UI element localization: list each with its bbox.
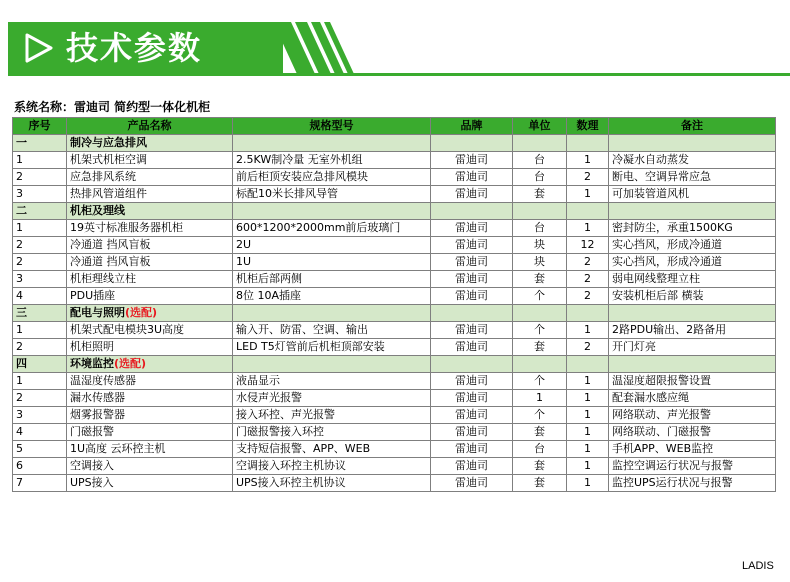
cell-spec: 支持短信报警、APP、WEB: [233, 441, 431, 458]
cell-product: 应急排风系统: [67, 169, 233, 186]
cell-qty: 1: [567, 424, 609, 441]
cell-brand: 雷迪司: [431, 475, 513, 492]
table-row: [13, 322, 776, 339]
section-number: 三: [13, 305, 67, 322]
cell-unit: 套: [513, 475, 567, 492]
cell-spec: 输入开、防雷、空调、输出: [233, 322, 431, 339]
cell-spec: 1U: [233, 254, 431, 271]
section-empty-cell: [513, 356, 567, 373]
col-header-note: 备注: [609, 118, 776, 135]
cell-product: 19英寸标准服务器机柜: [67, 220, 233, 237]
section-title: 机柜及理线: [70, 204, 125, 217]
cell-seq: 3: [13, 186, 67, 203]
header-underline: [8, 73, 790, 76]
cell-unit: 套: [513, 271, 567, 288]
col-header-product: 产品名称: [67, 118, 233, 135]
cell-brand: 雷迪司: [431, 254, 513, 271]
cell-product: 机架式配电模块3U高度: [67, 322, 233, 339]
header-stripes-decoration: [273, 22, 363, 74]
section-empty-cell: [609, 356, 776, 373]
cell-unit: 台: [513, 441, 567, 458]
section-row: [13, 135, 776, 152]
col-header-qty: 数理: [567, 118, 609, 135]
cell-note: 开门灯亮: [609, 339, 776, 356]
cell-brand: 雷迪司: [431, 458, 513, 475]
cell-brand: 雷迪司: [431, 373, 513, 390]
table-row: [13, 152, 776, 169]
cell-unit: 个: [513, 288, 567, 305]
table-row: [13, 373, 776, 390]
page-header: [8, 22, 790, 74]
table-row: [13, 407, 776, 424]
table-row: [13, 169, 776, 186]
cell-spec: 600*1200*2000mm前后玻璃门: [233, 220, 431, 237]
cell-note: 可加装管道风机: [609, 186, 776, 203]
cell-brand: 雷迪司: [431, 186, 513, 203]
cell-unit: 台: [513, 152, 567, 169]
cell-spec: 液晶显示: [233, 373, 431, 390]
section-empty-cell: [233, 135, 431, 152]
section-title: 制冷与应急排风: [70, 136, 147, 149]
cell-unit: 个: [513, 373, 567, 390]
section-empty-cell: [431, 305, 513, 322]
cell-product: PDU插座: [67, 288, 233, 305]
cell-product: 冷通道 挡风盲板: [67, 254, 233, 271]
section-empty-cell: [567, 305, 609, 322]
section-number: 二: [13, 203, 67, 220]
cell-note: 网络联动、门磁报警: [609, 424, 776, 441]
cell-seq: 2: [13, 339, 67, 356]
table-row: [13, 475, 776, 492]
section-row: [13, 356, 776, 373]
cell-brand: 雷迪司: [431, 288, 513, 305]
cell-seq: 2: [13, 169, 67, 186]
system-name-label: 系统名称：雷迪司 简约型一体化机柜: [14, 100, 211, 114]
cell-qty: 1: [567, 458, 609, 475]
cell-seq: 1: [13, 322, 67, 339]
cell-seq: 2: [13, 254, 67, 271]
table-row: [13, 441, 776, 458]
cell-qty: 1: [567, 373, 609, 390]
cell-qty: 2: [567, 339, 609, 356]
cell-note: 密封防尘，承重1500KG: [609, 220, 776, 237]
cell-note: 实心挡风，形成冷通道: [609, 254, 776, 271]
cell-product: UPS接入: [67, 475, 233, 492]
cell-spec: 前后柜顶安装应急排风模块: [233, 169, 431, 186]
cell-spec: 接入环控、声光报警: [233, 407, 431, 424]
cell-brand: 雷迪司: [431, 390, 513, 407]
cell-qty: 1: [567, 186, 609, 203]
cell-qty: 1: [567, 475, 609, 492]
cell-seq: 1: [13, 220, 67, 237]
cell-note: 温湿度超限报警设置: [609, 373, 776, 390]
cell-qty: 2: [567, 288, 609, 305]
cell-unit: 台: [513, 220, 567, 237]
cell-note: 监控UPS运行状况与报警: [609, 475, 776, 492]
table-row: [13, 390, 776, 407]
cell-unit: 套: [513, 186, 567, 203]
cell-note: 2路PDU输出、2路备用: [609, 322, 776, 339]
cell-product: 冷通道 挡风盲板: [67, 237, 233, 254]
cell-product: 空调接入: [67, 458, 233, 475]
section-title-cell: [67, 135, 233, 152]
section-empty-cell: [233, 356, 431, 373]
cell-brand: 雷迪司: [431, 339, 513, 356]
cell-seq: 4: [13, 424, 67, 441]
optional-tag: (选配): [125, 306, 158, 319]
section-empty-cell: [609, 305, 776, 322]
table-body: [13, 135, 776, 492]
cell-brand: 雷迪司: [431, 152, 513, 169]
cell-brand: 雷迪司: [431, 169, 513, 186]
cell-brand: 雷迪司: [431, 441, 513, 458]
cell-note: 冷凝水自动蒸发: [609, 152, 776, 169]
col-header-spec: 规格型号: [233, 118, 431, 135]
section-empty-cell: [567, 203, 609, 220]
section-empty-cell: [609, 203, 776, 220]
cell-seq: 3: [13, 407, 67, 424]
cell-unit: 套: [513, 458, 567, 475]
cell-brand: 雷迪司: [431, 424, 513, 441]
cell-seq: 1: [13, 373, 67, 390]
table-row: [13, 458, 776, 475]
cell-note: 网络联动、声光报警: [609, 407, 776, 424]
cell-seq: 6: [13, 458, 67, 475]
cell-unit: 块: [513, 254, 567, 271]
cell-unit: 套: [513, 424, 567, 441]
cell-spec: 空调接入环控主机协议: [233, 458, 431, 475]
cell-note: 手机APP、WEB监控: [609, 441, 776, 458]
section-title: 配电与照明: [70, 306, 125, 319]
cell-seq: 5: [13, 441, 67, 458]
table-row: [13, 237, 776, 254]
cell-spec: 水侵声光报警: [233, 390, 431, 407]
cell-note: 监控空调运行状况与报警: [609, 458, 776, 475]
play-triangle-icon: [24, 32, 54, 64]
cell-product: 漏水传感器: [67, 390, 233, 407]
section-empty-cell: [567, 356, 609, 373]
section-empty-cell: [513, 203, 567, 220]
table-row: [13, 220, 776, 237]
cell-unit: 1: [513, 390, 567, 407]
cell-qty: 1: [567, 152, 609, 169]
cell-seq: 4: [13, 288, 67, 305]
cell-spec: 机柜后部两侧: [233, 271, 431, 288]
cell-unit: 个: [513, 407, 567, 424]
cell-spec: 8位 10A插座: [233, 288, 431, 305]
section-row: [13, 305, 776, 322]
cell-product: 机柜照明: [67, 339, 233, 356]
cell-spec: 2.5KW制冷量 无室外机组: [233, 152, 431, 169]
section-row: [13, 203, 776, 220]
footer-brand: LADIS: [742, 560, 774, 572]
cell-spec: LED T5灯管前后机柜顶部安装: [233, 339, 431, 356]
cell-product: 烟雾报警器: [67, 407, 233, 424]
section-empty-cell: [431, 135, 513, 152]
cell-note: 断电、空调异常应急: [609, 169, 776, 186]
cell-unit: 台: [513, 169, 567, 186]
section-empty-cell: [431, 356, 513, 373]
spec-table: [12, 117, 776, 492]
cell-unit: 套: [513, 339, 567, 356]
cell-brand: 雷迪司: [431, 407, 513, 424]
section-empty-cell: [567, 135, 609, 152]
col-header-brand: 品牌: [431, 118, 513, 135]
col-header-seq: 序号: [13, 118, 67, 135]
table-row: [13, 186, 776, 203]
section-empty-cell: [233, 203, 431, 220]
cell-spec: 2U: [233, 237, 431, 254]
section-empty-cell: [233, 305, 431, 322]
optional-tag: (选配): [114, 357, 147, 370]
cell-qty: 2: [567, 169, 609, 186]
cell-qty: 2: [567, 271, 609, 288]
cell-product: 机架式机柜空调: [67, 152, 233, 169]
cell-brand: 雷迪司: [431, 220, 513, 237]
cell-brand: 雷迪司: [431, 237, 513, 254]
section-empty-cell: [609, 135, 776, 152]
section-title: 环境监控: [70, 357, 114, 370]
col-header-unit: 单位: [513, 118, 567, 135]
cell-qty: 1: [567, 441, 609, 458]
cell-product: 门磁报警: [67, 424, 233, 441]
cell-product: 热排风管道组件: [67, 186, 233, 203]
cell-seq: 2: [13, 237, 67, 254]
section-title-cell: [67, 356, 233, 373]
cell-note: 安装机柜后部 横装: [609, 288, 776, 305]
cell-product: 1U高度 云环控主机: [67, 441, 233, 458]
cell-qty: 1: [567, 407, 609, 424]
cell-qty: 2: [567, 254, 609, 271]
cell-seq: 1: [13, 152, 67, 169]
cell-spec: 标配10米长排风导管: [233, 186, 431, 203]
section-empty-cell: [513, 305, 567, 322]
section-title-cell: [67, 305, 233, 322]
cell-unit: 块: [513, 237, 567, 254]
cell-spec: UPS接入环控主机协议: [233, 475, 431, 492]
page-title: 技术参数: [66, 29, 203, 67]
section-number: 一: [13, 135, 67, 152]
cell-unit: 个: [513, 322, 567, 339]
cell-product: 机柜理线立柱: [67, 271, 233, 288]
cell-spec: 门磁报警接入环控: [233, 424, 431, 441]
table-row: [13, 288, 776, 305]
cell-seq: 7: [13, 475, 67, 492]
cell-product: 温湿度传感器: [67, 373, 233, 390]
cell-qty: 12: [567, 237, 609, 254]
cell-seq: 3: [13, 271, 67, 288]
cell-note: 弱电网线整理立柱: [609, 271, 776, 288]
cell-note: 实心挡风，形成冷通道: [609, 237, 776, 254]
section-empty-cell: [513, 135, 567, 152]
cell-seq: 2: [13, 390, 67, 407]
section-number: 四: [13, 356, 67, 373]
cell-brand: 雷迪司: [431, 322, 513, 339]
table-row: [13, 254, 776, 271]
cell-qty: 1: [567, 220, 609, 237]
cell-note: 配套漏水感应绳: [609, 390, 776, 407]
section-empty-cell: [431, 203, 513, 220]
table-row: [13, 424, 776, 441]
table-row: [13, 339, 776, 356]
table-header-row: [13, 118, 776, 135]
cell-brand: 雷迪司: [431, 271, 513, 288]
table-row: [13, 271, 776, 288]
section-title-cell: [67, 203, 233, 220]
cell-qty: 1: [567, 390, 609, 407]
cell-qty: 1: [567, 322, 609, 339]
